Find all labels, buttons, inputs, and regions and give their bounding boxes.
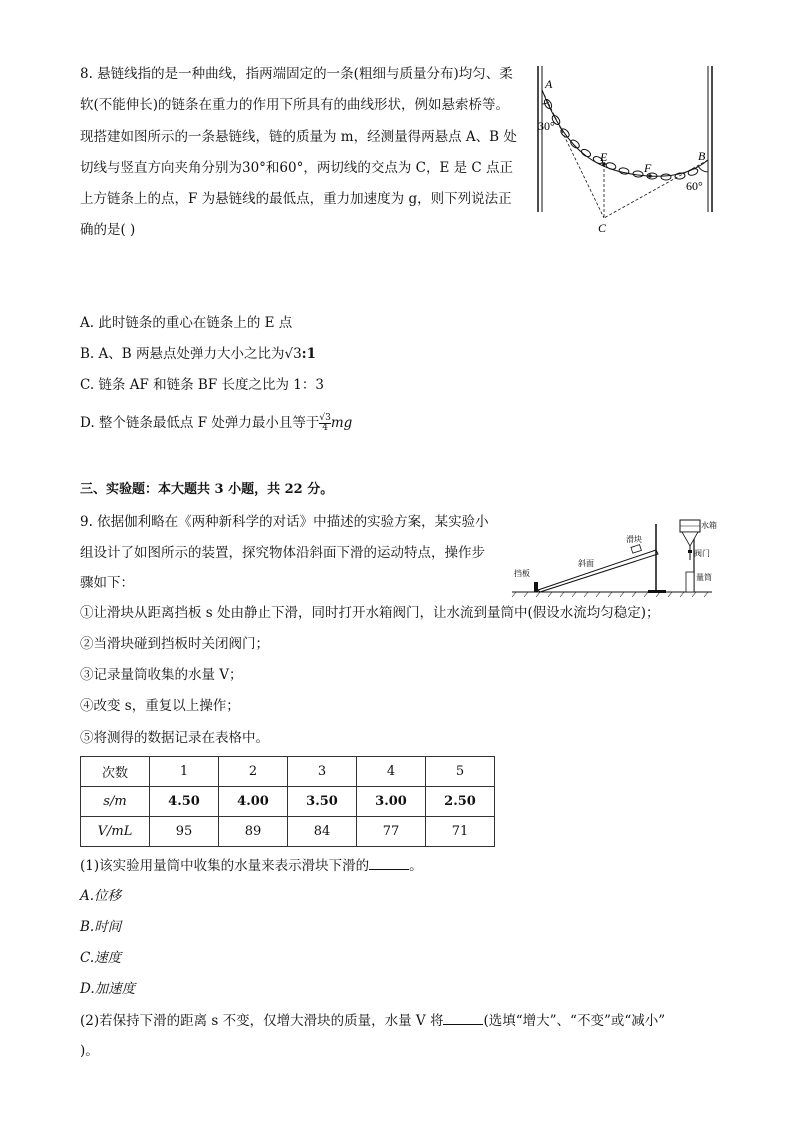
table-cell: 1	[150, 757, 219, 787]
chain-curve	[542, 90, 708, 176]
angle-label-b: 60°	[686, 179, 703, 193]
table-cell: 89	[219, 817, 288, 847]
q9-sub1-stem	[80, 857, 423, 874]
table-cell: 5	[426, 757, 495, 787]
chain-links	[543, 98, 699, 180]
table-cell: 4.00	[219, 787, 288, 817]
q8-option-d	[80, 413, 352, 433]
q9-sub1-option-a: A.位移	[80, 888, 122, 904]
table-row-v	[81, 817, 495, 847]
q9-step-2: ②当滑块碰到挡板时关闭阀门；	[80, 636, 269, 652]
q8-line-2: 软(不能伸长)的链条在重力的作用下所具有的曲线形状，例如悬索桥等。	[80, 97, 510, 113]
table-cell: 84	[288, 817, 357, 847]
q9-sub2-options: (选填“增大”、“不变”或“减小”	[483, 1013, 666, 1029]
table-cell: 3.00	[357, 787, 426, 817]
label-valve: 阀门	[694, 549, 710, 558]
label-stopper: 挡板	[514, 569, 530, 578]
row-label-v: V/mL	[81, 817, 150, 847]
q9-step-1: ①让滑块从距离挡板 s 处由静止下滑，同时打开水箱阀门，让水流到量筒中(假设水流均匀稳定)；	[80, 605, 660, 621]
q8-option-d-fraction	[319, 414, 330, 433]
q8-option-b	[80, 346, 316, 362]
section-3-heading: 三、实验题：本大题共 3 小题，共 22 分。	[80, 482, 334, 497]
answer-blank[interactable]	[369, 857, 409, 870]
q8-line-1: 8. 悬链线指的是一种曲线，指两端固定的一条(粗细与质量分布)均匀、柔	[80, 66, 513, 82]
q9-sub1-option-c: C.速度	[80, 950, 122, 966]
stand-base	[648, 590, 666, 593]
row-label-s: s/m	[81, 787, 150, 817]
q9-sub1-text: (1)该实验用量筒中收集的水量来表示滑块下滑的	[80, 858, 370, 874]
table-cell: 3.50	[288, 787, 357, 817]
q8-line-4: 切线与竖直方向夹角分别为30°和60°，两切线的交点为 C，E 是 C 点正	[80, 160, 514, 176]
q9-sub1-option-b: B.时间	[80, 919, 122, 935]
label-c: C	[598, 221, 607, 235]
ground-hatching	[512, 592, 708, 597]
q8-option-b-sqrt: √3	[284, 346, 302, 362]
table-cell: 77	[357, 817, 426, 847]
incline-plane	[538, 550, 658, 592]
incline-apparatus-figure	[508, 512, 718, 602]
label-e: E	[600, 150, 608, 164]
q9-sub2-end: )。	[80, 1043, 99, 1059]
q9-sub1-option-d: D.加速度	[80, 981, 136, 997]
valve	[688, 550, 692, 553]
label-cylinder: 量筒	[696, 573, 712, 582]
q8-option-d-text: D. 整个链条最低点 F 处弹力最小且等于	[80, 415, 320, 431]
q8-line-3: 现搭建如图所示的一条悬链线，链的质量为 m，经测量得两悬点 A、B 处	[80, 129, 517, 145]
tangent-a	[542, 90, 604, 218]
q8-option-a: A. 此时链条的重心在链条上的 E 点	[80, 315, 293, 331]
slider-block	[631, 545, 641, 553]
q8-option-b-text: B. A、B 两悬点处弹力大小之比为	[80, 346, 285, 362]
q9-data-table	[80, 756, 495, 847]
q9-sub1-end: 。	[409, 858, 423, 874]
q9-line-3: 骤如下：	[80, 575, 134, 591]
label-tank: 水箱	[701, 521, 717, 530]
label-b: B	[698, 149, 706, 163]
q9-line-1: 9. 依据伽利略在《两种新科学的对话》中描述的实验方案，某实验小	[80, 514, 489, 530]
table-cell: 4.50	[150, 787, 219, 817]
q9-sub2-stem	[80, 1012, 665, 1029]
measuring-cylinder	[686, 572, 694, 592]
fraction-numerator: √3	[319, 413, 331, 423]
q9-step-5: ⑤将测得的数据记录在表格中。	[80, 730, 269, 746]
angle-label-a: 30°	[538, 119, 555, 133]
q8-option-c: C. 链条 AF 和链条 BF 长度之比为 1：3	[80, 377, 324, 393]
funnel	[682, 532, 698, 546]
table-cell: 4	[357, 757, 426, 787]
q9-step-4: ④改变 s，重复以上操作；	[80, 698, 240, 714]
q8-line-6: 确的是( )	[80, 222, 136, 238]
table-cell: 95	[150, 817, 219, 847]
table-row-s	[81, 787, 495, 817]
label-slider: 滑块	[626, 535, 642, 544]
q8-option-d-mg: mg	[330, 415, 353, 431]
label-a: A	[545, 77, 553, 91]
angle-arc-b	[698, 166, 708, 172]
q9-step-3: ③记录量筒收集的水量 V；	[80, 667, 243, 683]
q9-line-2: 组设计了如图所示的装置，探究物体沿斜面下滑的运动特点，操作步	[80, 545, 485, 561]
table-cell: 2	[219, 757, 288, 787]
stopper	[534, 582, 538, 592]
table-row-trials	[81, 757, 495, 787]
answer-blank[interactable]	[443, 1012, 483, 1025]
q9-sub2-text: (2)若保持下滑的距离 s 不变，仅增大滑块的质量，水量 V 将	[80, 1013, 444, 1029]
table-cell: 3	[288, 757, 357, 787]
label-f: F	[644, 161, 652, 175]
fraction-denominator: 4	[322, 423, 328, 433]
q8-option-b-ratio: :1	[301, 346, 317, 362]
q8-line-5: 上方链条上的点，F 为悬链线的最低点，重力加速度为 g，则下列说法正	[80, 191, 512, 207]
table-cell: 71	[426, 817, 495, 847]
label-incline: 斜面	[578, 559, 594, 568]
table-cell: 2.50	[426, 787, 495, 817]
catenary-figure	[528, 60, 728, 240]
row-label-trials: 次数	[81, 757, 150, 787]
